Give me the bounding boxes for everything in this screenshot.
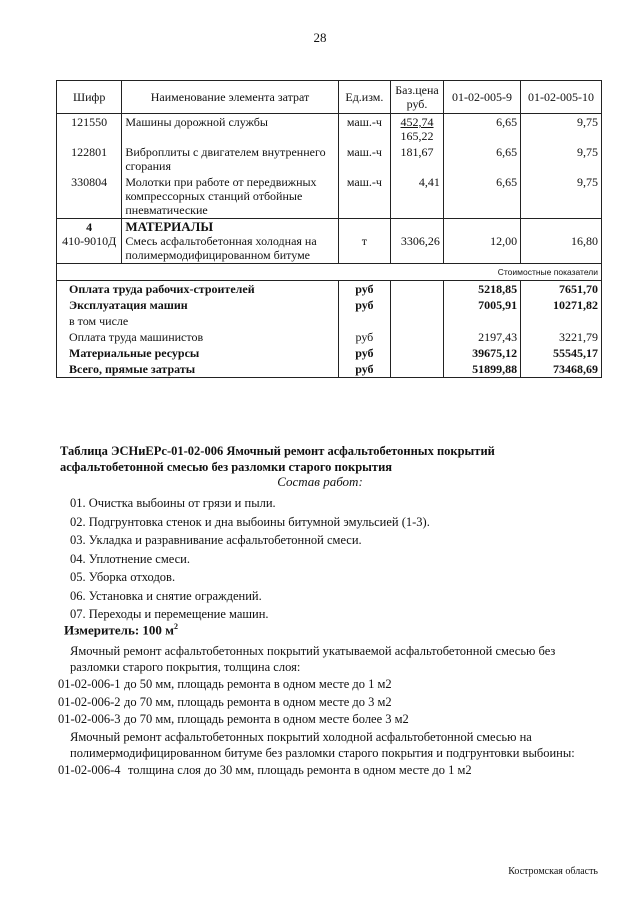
row-unit: маш.-ч	[338, 174, 390, 219]
row-code: 121550	[57, 114, 122, 145]
item-text: до 70 мм, площадь ремонта в одном месте до 3 м2	[124, 694, 392, 709]
material-unit-cell	[338, 219, 390, 264]
measure-label: Измеритель: 100 м	[64, 622, 175, 638]
summary-row	[57, 281, 602, 298]
row-price-value: 452,74	[400, 115, 434, 129]
summary-row	[57, 361, 602, 378]
summary-label: Оплата труда рабочих-строителей	[57, 281, 339, 298]
summary-empty	[391, 313, 444, 329]
list-item: 02. Подгрунтовка стенок и дна выбоины битумной эмульсией (1-3).	[70, 514, 430, 529]
material-price-cell	[391, 219, 444, 264]
material-unit: т	[361, 234, 367, 248]
section-name-cell	[122, 219, 338, 264]
material-value-9: 12,00	[490, 234, 518, 248]
summary-row	[57, 297, 602, 313]
summary-label: Оплата труда машинистов	[57, 329, 339, 345]
summary-value-9: 51899,88	[443, 361, 520, 378]
row-value-9: 6,65	[443, 174, 520, 219]
summary-value-10: 55545,17	[521, 345, 602, 361]
table-title: Таблица ЭСНиЕРс-01-02-006 Ямочный ремонт асфальтобетонных покрытий асфальтобетонной смесью без разломки старого покрытия	[60, 444, 495, 474]
material-value-10-cell	[521, 219, 602, 264]
section-cell	[57, 219, 122, 264]
list-item	[58, 676, 598, 694]
summary-value-9: 2197,43	[443, 329, 520, 345]
cost-indicators-label: Стоимостные показатели	[57, 264, 602, 281]
summary-empty	[391, 345, 444, 361]
list-item: 04. Уплотнение смеси.	[70, 551, 190, 566]
header-col-9: 01-02-005-9	[443, 81, 520, 114]
summary-unit: руб	[338, 297, 390, 313]
row-unit: маш.-ч	[338, 114, 390, 145]
row-name: Виброплиты с двигателем внутреннего сгорания	[122, 144, 338, 174]
summary-empty	[391, 329, 444, 345]
list-item	[58, 694, 598, 712]
summary-value-9: 7005,91	[443, 297, 520, 313]
list-item: 03. Укладка и разравнивание асфальтобетонной смеси.	[70, 533, 362, 547]
row-unit: маш.-ч	[338, 144, 390, 174]
table-row	[57, 144, 602, 174]
summary-row	[57, 329, 602, 345]
summary-unit: руб	[338, 345, 390, 361]
summary-label: в том числе	[57, 313, 339, 329]
row-code: 122801	[57, 144, 122, 174]
works-list	[70, 494, 590, 624]
row-code: 330804	[57, 174, 122, 219]
item-code: 01-02-006-1	[58, 677, 121, 691]
material-code: 410-9010Д	[62, 234, 117, 248]
item-code: 01-02-006-3	[58, 712, 121, 726]
summary-unit: руб	[338, 281, 390, 298]
row-name: Машины дорожной службы	[122, 114, 338, 145]
row-value-10: 9,75	[521, 114, 602, 145]
header-name: Наименование элемента затрат	[122, 81, 338, 114]
table-row	[57, 114, 602, 145]
list-item: 07. Переходы и перемещение машин.	[70, 607, 269, 621]
page-number: 28	[313, 30, 327, 45]
item-text: толщина слоя до 30 мм, площадь ремонта в одном месте до 1 м2	[128, 763, 472, 777]
paragraph-1: Ямочный ремонт асфальтобетонных покрытий укатываемой асфальтобетонной смесью без разломки старого покрытия, толщина слоя:	[70, 644, 556, 674]
table-row	[57, 174, 602, 219]
summary-empty	[391, 297, 444, 313]
item-code: 01-02-006-2	[58, 694, 121, 709]
row-value-10: 9,75	[521, 174, 602, 219]
summary-unit: руб	[338, 329, 390, 345]
summary-unit	[338, 313, 390, 329]
list-item: 06. Установка и снятие ограждений.	[70, 588, 262, 603]
footer-region: Костромская область	[508, 866, 598, 877]
header-unit: Ед.изм.	[338, 81, 390, 114]
summary-unit: руб	[338, 361, 390, 378]
row-price	[391, 114, 444, 145]
cost-table	[56, 80, 602, 378]
summary-empty	[391, 361, 444, 378]
summary-value-10: 73468,69	[521, 361, 602, 378]
material-value-9-cell	[443, 219, 520, 264]
summary-label: Материальные ресурсы	[57, 345, 339, 361]
list-item	[58, 711, 598, 729]
section-row	[57, 219, 602, 264]
works-heading: Состав работ:	[277, 474, 363, 489]
summary-empty	[391, 281, 444, 298]
header-code: Шифр	[57, 81, 122, 114]
summary-value-10: 3221,79	[521, 329, 602, 345]
row-name: Молотки при работе от передвижных компрессорных станций отбойные пневматические	[122, 174, 338, 219]
summary-label: Эксплуатация машин	[57, 297, 339, 313]
item-code: 01-02-006-4	[58, 763, 121, 777]
list-item: 05. Уборка отходов.	[70, 570, 176, 584]
row-price-value-2: 165,22	[400, 129, 434, 143]
section-number: 4	[86, 220, 93, 234]
header-col-10: 01-02-005-10	[521, 81, 602, 114]
material-value-10: 16,80	[571, 234, 598, 248]
summary-label: Всего, прямые затраты	[57, 361, 339, 378]
item-4	[58, 763, 598, 778]
summary-value-10: 10271,82	[521, 297, 602, 313]
row-value-10: 9,75	[521, 144, 602, 174]
header-price: Баз.цена руб.	[391, 81, 444, 114]
summary-value-9: 39675,12	[443, 345, 520, 361]
material-name: Смесь асфальтобетонная холодная на полимермодифицированном битуме	[125, 234, 317, 262]
row-price: 181,67	[391, 144, 444, 174]
summary-value-10	[521, 313, 602, 329]
list-item: 01. Очистка выбоины от грязи и пыли.	[70, 496, 276, 510]
row-value-9: 6,65	[443, 144, 520, 174]
summary-row	[57, 345, 602, 361]
row-value-9: 6,65	[443, 114, 520, 145]
summary-value-10: 7651,70	[521, 281, 602, 298]
summary-value-9	[443, 313, 520, 329]
row-price: 4,41	[391, 174, 444, 219]
material-price: 3306,26	[400, 234, 440, 248]
cost-label-row	[57, 264, 602, 281]
summary-row	[57, 313, 602, 329]
table-header-row	[57, 81, 602, 114]
item-text: до 70 мм, площадь ремонта в одном месте более 3 м2	[124, 712, 409, 726]
measure-unit	[64, 622, 178, 638]
paragraph-2: Ямочный ремонт асфальтобетонных покрытий холодной асфальтобетонной смесью на полимермодифицированном битуме без разломки старого покрытия и подгрунтовки выбоины:	[70, 730, 575, 760]
item-text: до 50 мм, площадь ремонта в одном месте до 1 м2	[124, 677, 392, 691]
items-list	[58, 676, 598, 729]
summary-value-9: 5218,85	[443, 281, 520, 298]
section-title: МАТЕРИАЛЫ	[125, 219, 214, 234]
measure-superscript: 2	[174, 622, 179, 631]
